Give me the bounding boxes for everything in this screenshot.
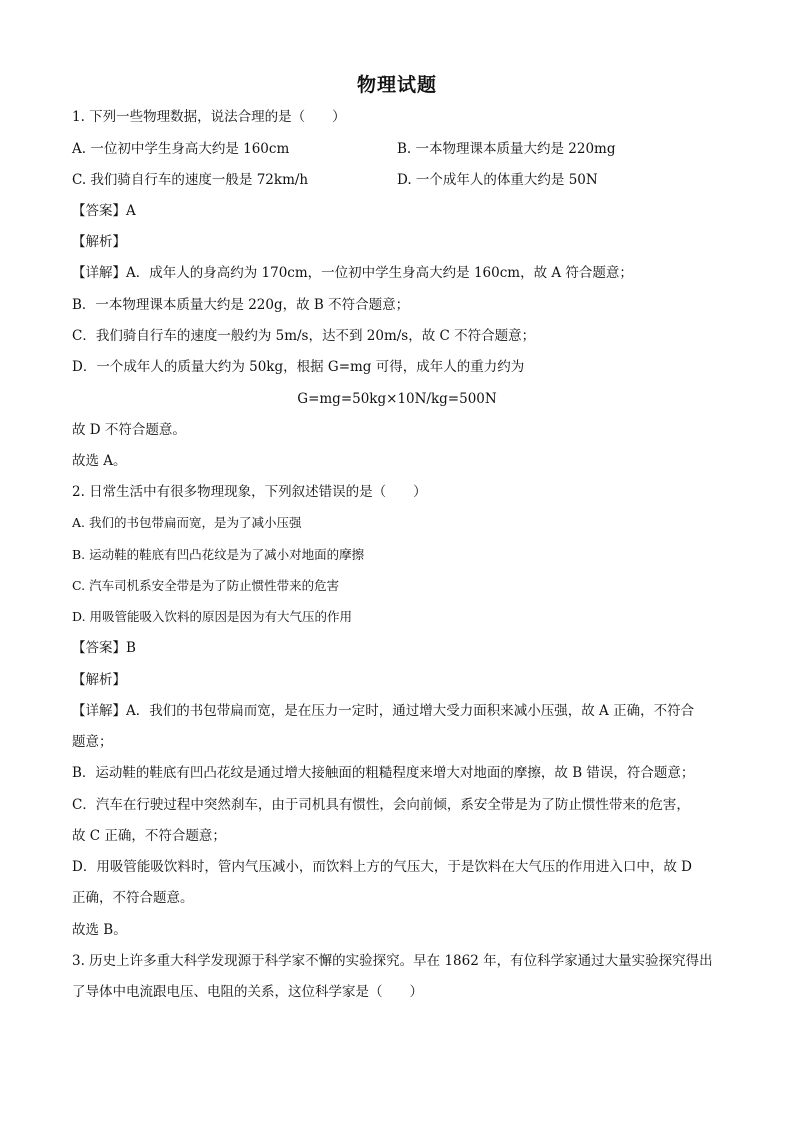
q1-option-a: A. 一位初中学生身高大约是 160cm (72, 141, 290, 157)
q2-detail-b: B．运动鞋的鞋底有凹凸花纹是通过增大接触面的粗糙程度来增大对地面的摩擦，故 B 错误，符合题意； (72, 765, 695, 781)
q2-option-b: B. 运动鞋的鞋底有凹凸花纹是为了减小对地面的摩擦 (72, 547, 365, 562)
q2-detail-a-line1: 【详解】A．我们的书包带扁而宽，是在压力一定时，通过增大受力面积来减小压强，故 A 正确，不符合 (72, 703, 695, 719)
q1-detail-d: D．一个成年人的质量大约为 50kg，根据 G=mg 可得，成年人的重力约为 (72, 359, 525, 375)
q1-option-d: D. 一个成年人的体重大约是 50N (397, 172, 598, 188)
q1-analysis-label: 【解析】 (72, 234, 126, 250)
q2-option-c: C. 汽车司机系安全带是为了防止惯性带来的危害 (72, 578, 340, 593)
q1-stem: 1. 下列一些物理数据，说法合理的是（ ） (72, 109, 346, 125)
q1-option-c: C. 我们骑自行车的速度一般是 72km/h (72, 172, 309, 188)
q1-detail-conclusion: 故 D 不符合题意。 (72, 422, 186, 438)
q1-answer: 【答案】A (72, 203, 136, 219)
q2-detail-c-line2: 故 C 正确，不符合题意； (72, 828, 226, 844)
q1-detail-a: 【详解】A．成年人的身高约为 170cm，一位初中学生身高大约是 160cm，故 A 符合题意； (72, 265, 633, 281)
q2-detail-c-line1: C．汽车在行驶过程中突然刹车，由于司机具有惯性，会向前倾，系安全带是为了防止惯性带来的危害， (72, 797, 690, 813)
q2-detail-a-line2: 题意； (72, 734, 113, 750)
q2-analysis-label: 【解析】 (72, 672, 126, 688)
q1-option-b: B. 一本物理课本质量大约是 220mg (397, 141, 616, 157)
q1-detail-b: B．一本物理课本质量大约是 220g，故 B 不符合题意； (72, 297, 410, 313)
page-title: 物理试题 (356, 74, 437, 96)
q3-stem-line2: 了导体中电流跟电压、电阻的关系，这位科学家是（ ） (72, 984, 423, 1000)
q1-formula: G=mg=50kg×10N/kg=500N (297, 391, 497, 407)
q3-stem-line1: 3. 历史上许多重大科学发现源于科学家不懈的实验探究。早在 1862 年，有位科学家通过大量实验探究得出 (72, 953, 713, 969)
q2-detail-d-line1: D．用吸管能吸饮料时，管内气压减小，而饮料上方的气压大，于是饮料在大气压的作用进入口中，故 D (72, 859, 692, 875)
q1-choice: 故选 A。 (72, 453, 127, 469)
q2-answer: 【答案】B (72, 640, 136, 656)
q2-option-d: D. 用吸管能吸入饮料的原因是因为有大气压的作用 (72, 609, 353, 624)
q2-choice: 故选 B。 (72, 922, 127, 938)
q1-detail-c: C．我们骑自行车的速度一般约为 5m/s，达不到 20m/s，故 C 不符合题意； (72, 328, 536, 344)
q2-option-a: A. 我们的书包带扁而宽，是为了减小压强 (72, 515, 302, 530)
q2-stem: 2. 日常生活中有很多物理现象，下列叙述错误的是（ ） (72, 484, 427, 500)
q2-detail-d-line2: 正确，不符合题意。 (72, 890, 194, 906)
